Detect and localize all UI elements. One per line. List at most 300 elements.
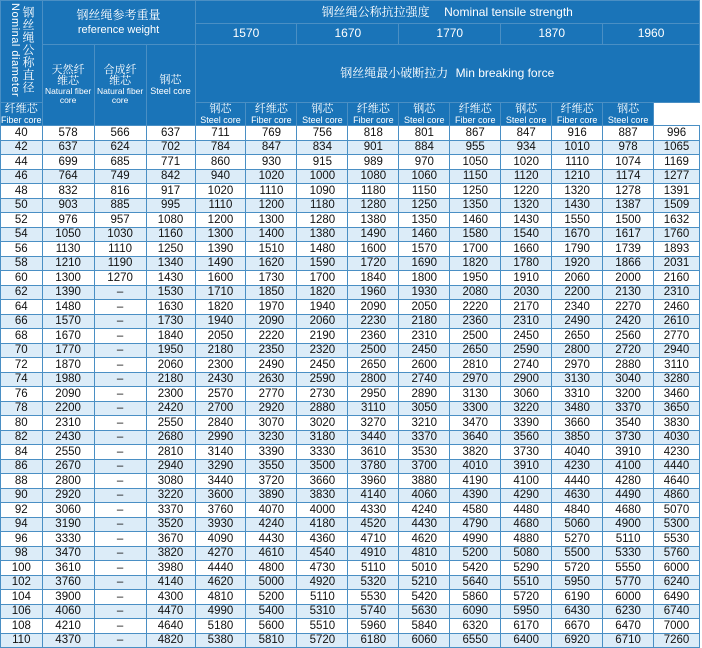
tensile-strength-zh: 钢丝绳公称抗拉强度 bbox=[321, 5, 430, 20]
value-cell: 5740 bbox=[348, 604, 399, 619]
value-cell: 2130 bbox=[603, 285, 654, 300]
nominal-diameter-zh: 钢丝绳公称直径 bbox=[20, 6, 35, 94]
value-cell: 6000 bbox=[603, 590, 654, 605]
value-cell: 6670 bbox=[552, 619, 603, 634]
diameter-cell: 76 bbox=[1, 387, 43, 402]
value-cell: 2880 bbox=[297, 401, 348, 416]
diameter-cell: 98 bbox=[1, 546, 43, 561]
value-cell: 5290 bbox=[501, 561, 552, 576]
value-cell: 976 bbox=[42, 213, 94, 228]
value-cell: 2630 bbox=[246, 372, 297, 387]
natural-fiber-core-zh: 天然纤维芯 bbox=[51, 64, 85, 88]
value-cell: 3500 bbox=[297, 459, 348, 474]
value-cell: 3230 bbox=[246, 430, 297, 445]
fiber-core-en: Fiber core bbox=[353, 115, 394, 126]
value-cell: 3850 bbox=[552, 430, 603, 445]
value-cell: 2060 bbox=[552, 271, 603, 286]
diameter-cell: 108 bbox=[1, 619, 43, 634]
value-cell: 4280 bbox=[603, 474, 654, 489]
value-cell: 5550 bbox=[603, 561, 654, 576]
value-cell: 1200 bbox=[195, 213, 246, 228]
value-cell: 637 bbox=[146, 126, 195, 141]
value-cell: 5320 bbox=[348, 575, 399, 590]
value-cell: 915 bbox=[297, 155, 348, 170]
value-cell: 6710 bbox=[603, 633, 654, 648]
table-row bbox=[1, 532, 700, 547]
value-cell: 901 bbox=[348, 140, 399, 155]
value-cell: 3880 bbox=[399, 474, 450, 489]
value-cell: 5110 bbox=[297, 590, 348, 605]
value-cell: 771 bbox=[146, 155, 195, 170]
steel-core-header-1870 bbox=[501, 103, 552, 126]
value-cell: 4000 bbox=[297, 503, 348, 518]
diameter-cell: 70 bbox=[1, 343, 43, 358]
value-cell: 2270 bbox=[603, 300, 654, 315]
steel-core-en: Steel core bbox=[505, 115, 547, 126]
value-cell: 1160 bbox=[146, 227, 195, 242]
value-cell: 5600 bbox=[246, 619, 297, 634]
value-cell: 2060 bbox=[297, 314, 348, 329]
value-cell: 2450 bbox=[297, 358, 348, 373]
value-cell: 1380 bbox=[297, 227, 348, 242]
steel-core-zh: 钢芯 bbox=[311, 103, 334, 116]
value-cell: 4880 bbox=[501, 532, 552, 547]
value-cell: – bbox=[94, 416, 146, 431]
value-cell: 4840 bbox=[552, 503, 603, 518]
value-cell: 1480 bbox=[42, 300, 94, 315]
value-cell: 1739 bbox=[603, 242, 654, 257]
steel-core-weight-zh: 钢芯 bbox=[159, 74, 182, 87]
value-cell: 885 bbox=[94, 198, 146, 213]
value-cell: 702 bbox=[146, 140, 195, 155]
value-cell: 4860 bbox=[654, 488, 700, 503]
value-cell: 5000 bbox=[246, 575, 297, 590]
value-cell: 2300 bbox=[146, 387, 195, 402]
value-cell: 1110 bbox=[552, 155, 603, 170]
value-cell: 1390 bbox=[195, 242, 246, 257]
table-row bbox=[1, 459, 700, 474]
value-cell: 2030 bbox=[501, 285, 552, 300]
value-cell: 957 bbox=[94, 213, 146, 228]
value-cell: 2430 bbox=[42, 430, 94, 445]
value-cell: 6470 bbox=[603, 619, 654, 634]
value-cell: 3650 bbox=[654, 401, 700, 416]
value-cell: 1500 bbox=[603, 213, 654, 228]
steel-core-header-1670 bbox=[297, 103, 348, 126]
table-row bbox=[1, 372, 700, 387]
value-cell: 842 bbox=[146, 169, 195, 184]
grade-1960: 1960 bbox=[603, 24, 700, 45]
value-cell: 3130 bbox=[450, 387, 501, 402]
nominal-diameter-header bbox=[1, 1, 43, 103]
value-cell: 2970 bbox=[450, 372, 501, 387]
value-cell: 4620 bbox=[195, 575, 246, 590]
steel-core-en: Steel core bbox=[404, 115, 445, 126]
value-cell: 2920 bbox=[246, 401, 297, 416]
value-cell: 2340 bbox=[552, 300, 603, 315]
min-breaking-force-header bbox=[195, 45, 700, 103]
value-cell: 2450 bbox=[501, 329, 552, 344]
fiber-core-en: Fiber core bbox=[1, 115, 42, 126]
value-cell: 801 bbox=[399, 126, 450, 141]
value-cell: 5200 bbox=[450, 546, 501, 561]
value-cell: 4140 bbox=[146, 575, 195, 590]
value-cell: 1074 bbox=[603, 155, 654, 170]
value-cell: 3390 bbox=[246, 445, 297, 460]
diameter-cell: 44 bbox=[1, 155, 43, 170]
value-cell: 4290 bbox=[501, 488, 552, 503]
value-cell: 3390 bbox=[501, 416, 552, 431]
value-cell: 6090 bbox=[450, 604, 501, 619]
value-cell: 3660 bbox=[552, 416, 603, 431]
value-cell: 2590 bbox=[297, 372, 348, 387]
value-cell: 711 bbox=[195, 126, 246, 141]
natural-fiber-core-header bbox=[42, 45, 94, 126]
value-cell: 2940 bbox=[146, 459, 195, 474]
value-cell: 2680 bbox=[146, 430, 195, 445]
value-cell: 916 bbox=[552, 126, 603, 141]
value-cell: 5810 bbox=[246, 633, 297, 648]
value-cell: 2650 bbox=[348, 358, 399, 373]
value-cell: 1700 bbox=[297, 271, 348, 286]
diameter-cell: 86 bbox=[1, 459, 43, 474]
value-cell: 3910 bbox=[603, 445, 654, 460]
value-cell: 5110 bbox=[603, 532, 654, 547]
value-cell: 1190 bbox=[94, 256, 146, 271]
diameter-cell: 100 bbox=[1, 561, 43, 576]
value-cell: 3290 bbox=[195, 459, 246, 474]
nominal-diameter-en: Nominal diameter bbox=[8, 3, 21, 98]
table-row bbox=[1, 358, 700, 373]
value-cell: 1277 bbox=[654, 169, 700, 184]
value-cell: 5060 bbox=[552, 517, 603, 532]
steel-core-en: Steel core bbox=[200, 115, 241, 126]
value-cell: 1000 bbox=[297, 169, 348, 184]
value-cell: – bbox=[94, 474, 146, 489]
fiber-core-header-1870 bbox=[450, 103, 501, 126]
value-cell: 3670 bbox=[146, 532, 195, 547]
value-cell: 996 bbox=[654, 126, 700, 141]
value-cell: 1430 bbox=[501, 213, 552, 228]
diameter-cell: 94 bbox=[1, 517, 43, 532]
value-cell: 3930 bbox=[195, 517, 246, 532]
value-cell: 2740 bbox=[501, 358, 552, 373]
grade-1670: 1670 bbox=[297, 24, 399, 45]
synthetic-fiber-core-en: Natural fiber core bbox=[96, 86, 144, 106]
value-cell: 578 bbox=[42, 126, 94, 141]
fiber-core-zh: 纤维芯 bbox=[356, 103, 390, 116]
value-cell: 2090 bbox=[42, 387, 94, 402]
value-cell: 4440 bbox=[654, 459, 700, 474]
value-cell: 3720 bbox=[246, 474, 297, 489]
value-cell: 1150 bbox=[450, 169, 501, 184]
value-cell: 1090 bbox=[297, 184, 348, 199]
value-cell: 1570 bbox=[42, 314, 94, 329]
grade-1870: 1870 bbox=[501, 24, 603, 45]
value-cell: 3820 bbox=[450, 445, 501, 460]
value-cell: 1870 bbox=[42, 358, 94, 373]
value-cell: 6430 bbox=[552, 604, 603, 619]
value-cell: 5330 bbox=[603, 546, 654, 561]
value-cell: 2730 bbox=[297, 387, 348, 402]
value-cell: 4620 bbox=[399, 532, 450, 547]
fiber-core-zh: 纤维芯 bbox=[458, 103, 492, 116]
value-cell: 2590 bbox=[501, 343, 552, 358]
steel-core-header-1770 bbox=[399, 103, 450, 126]
value-cell: 6240 bbox=[654, 575, 700, 590]
value-cell: 1820 bbox=[195, 300, 246, 315]
value-cell: 5640 bbox=[450, 575, 501, 590]
diameter-cell: 96 bbox=[1, 532, 43, 547]
value-cell: 3760 bbox=[195, 503, 246, 518]
steel-core-zh: 钢芯 bbox=[413, 103, 436, 116]
value-cell: 637 bbox=[42, 140, 94, 155]
value-cell: 3280 bbox=[654, 372, 700, 387]
value-cell: 2800 bbox=[552, 343, 603, 358]
value-cell: 1590 bbox=[297, 256, 348, 271]
value-cell: 3330 bbox=[42, 532, 94, 547]
value-cell: 2550 bbox=[146, 416, 195, 431]
tensile-strength-header bbox=[195, 1, 700, 24]
value-cell: 2180 bbox=[399, 314, 450, 329]
value-cell: 1169 bbox=[654, 155, 700, 170]
value-cell: 3470 bbox=[42, 546, 94, 561]
value-cell: 4640 bbox=[146, 619, 195, 634]
value-cell: 3020 bbox=[297, 416, 348, 431]
value-cell: 2300 bbox=[195, 358, 246, 373]
value-cell: 3530 bbox=[399, 445, 450, 460]
value-cell: – bbox=[94, 488, 146, 503]
steel-core-en: Steel core bbox=[302, 115, 343, 126]
value-cell: 3700 bbox=[399, 459, 450, 474]
value-cell: 5080 bbox=[501, 546, 552, 561]
value-cell: 1280 bbox=[297, 213, 348, 228]
value-cell: 756 bbox=[297, 126, 348, 141]
diameter-cell: 82 bbox=[1, 430, 43, 445]
value-cell: 4140 bbox=[348, 488, 399, 503]
table-row bbox=[1, 242, 700, 257]
fiber-core-header-1770 bbox=[348, 103, 399, 126]
value-cell: 4540 bbox=[297, 546, 348, 561]
value-cell: 1270 bbox=[94, 271, 146, 286]
value-cell: – bbox=[94, 517, 146, 532]
value-cell: 5510 bbox=[297, 619, 348, 634]
value-cell: 1820 bbox=[450, 256, 501, 271]
value-cell: – bbox=[94, 372, 146, 387]
value-cell: 5960 bbox=[348, 619, 399, 634]
value-cell: 3480 bbox=[552, 401, 603, 416]
table-row bbox=[1, 575, 700, 590]
value-cell: 4270 bbox=[195, 546, 246, 561]
value-cell: 2610 bbox=[654, 314, 700, 329]
value-cell: 6740 bbox=[654, 604, 700, 619]
value-cell: 1387 bbox=[603, 198, 654, 213]
value-cell: 4010 bbox=[450, 459, 501, 474]
fiber-core-en: Fiber core bbox=[251, 115, 292, 126]
value-cell: 4710 bbox=[348, 532, 399, 547]
value-cell: 2200 bbox=[552, 285, 603, 300]
value-cell: 4900 bbox=[603, 517, 654, 532]
value-cell: 1130 bbox=[42, 242, 94, 257]
value-cell: 1490 bbox=[195, 256, 246, 271]
value-cell: 3890 bbox=[246, 488, 297, 503]
value-cell: 5010 bbox=[399, 561, 450, 576]
value-cell: 1380 bbox=[348, 213, 399, 228]
value-cell: 3600 bbox=[195, 488, 246, 503]
value-cell: 1250 bbox=[146, 242, 195, 257]
value-cell: 3550 bbox=[246, 459, 297, 474]
value-cell: 3830 bbox=[654, 416, 700, 431]
value-cell: 3540 bbox=[603, 416, 654, 431]
value-cell: 1710 bbox=[195, 285, 246, 300]
table-row bbox=[1, 604, 700, 619]
value-cell: – bbox=[94, 619, 146, 634]
value-cell: 3820 bbox=[146, 546, 195, 561]
value-cell: 1200 bbox=[246, 198, 297, 213]
value-cell: 6190 bbox=[552, 590, 603, 605]
value-cell: 1180 bbox=[297, 198, 348, 213]
value-cell: 1050 bbox=[42, 227, 94, 242]
value-cell: 2200 bbox=[42, 401, 94, 416]
value-cell: 2000 bbox=[603, 271, 654, 286]
value-cell: 978 bbox=[603, 140, 654, 155]
value-cell: 1210 bbox=[552, 169, 603, 184]
value-cell: 847 bbox=[246, 140, 297, 155]
value-cell: 6170 bbox=[501, 619, 552, 634]
table-row bbox=[1, 198, 700, 213]
value-cell: 1065 bbox=[654, 140, 700, 155]
value-cell: 1720 bbox=[348, 256, 399, 271]
value-cell: 2460 bbox=[654, 300, 700, 315]
value-cell: 4060 bbox=[42, 604, 94, 619]
value-cell: 4360 bbox=[297, 532, 348, 547]
value-cell: 5180 bbox=[195, 619, 246, 634]
value-cell: 5420 bbox=[450, 561, 501, 576]
value-cell: 1980 bbox=[42, 372, 94, 387]
value-cell: 3460 bbox=[654, 387, 700, 402]
value-cell: 1391 bbox=[654, 184, 700, 199]
value-cell: 3440 bbox=[195, 474, 246, 489]
table-row bbox=[1, 503, 700, 518]
table-row bbox=[1, 155, 700, 170]
diameter-cell: 62 bbox=[1, 285, 43, 300]
value-cell: – bbox=[94, 401, 146, 416]
value-cell: 1080 bbox=[348, 169, 399, 184]
natural-fiber-core-en: Natural fiber core bbox=[44, 86, 92, 106]
value-cell: 2500 bbox=[450, 329, 501, 344]
value-cell: 4610 bbox=[246, 546, 297, 561]
value-cell: 5070 bbox=[654, 503, 700, 518]
value-cell: 1670 bbox=[42, 329, 94, 344]
value-cell: 3300 bbox=[450, 401, 501, 416]
value-cell: 1300 bbox=[246, 213, 297, 228]
diameter-cell: 92 bbox=[1, 503, 43, 518]
value-cell: 930 bbox=[246, 155, 297, 170]
value-cell: 1600 bbox=[195, 271, 246, 286]
value-cell: 4520 bbox=[348, 517, 399, 532]
value-cell: 2490 bbox=[246, 358, 297, 373]
value-cell: 4580 bbox=[450, 503, 501, 518]
value-cell: 3640 bbox=[450, 430, 501, 445]
value-cell: 1850 bbox=[246, 285, 297, 300]
value-cell: – bbox=[94, 604, 146, 619]
table-row bbox=[1, 619, 700, 634]
value-cell: 1910 bbox=[501, 271, 552, 286]
value-cell: 2050 bbox=[399, 300, 450, 315]
value-cell: 1670 bbox=[552, 227, 603, 242]
diameter-cell: 80 bbox=[1, 416, 43, 431]
value-cell: 2920 bbox=[42, 488, 94, 503]
value-cell: – bbox=[94, 358, 146, 373]
tensile-strength-en: Nominal tensile strength bbox=[444, 5, 573, 20]
value-cell: 5380 bbox=[195, 633, 246, 648]
value-cell: 4330 bbox=[348, 503, 399, 518]
value-cell: 4100 bbox=[603, 459, 654, 474]
value-cell: 1530 bbox=[146, 285, 195, 300]
value-cell: 5760 bbox=[654, 546, 700, 561]
value-cell: – bbox=[94, 285, 146, 300]
value-cell: 1550 bbox=[552, 213, 603, 228]
value-cell: 995 bbox=[146, 198, 195, 213]
value-cell: 4430 bbox=[246, 532, 297, 547]
value-cell: 3080 bbox=[146, 474, 195, 489]
value-cell: 3470 bbox=[450, 416, 501, 431]
diameter-cell: 84 bbox=[1, 445, 43, 460]
value-cell: 4480 bbox=[501, 503, 552, 518]
value-cell: 2190 bbox=[297, 329, 348, 344]
table-row bbox=[1, 300, 700, 315]
value-cell: 1950 bbox=[146, 343, 195, 358]
value-cell: 1580 bbox=[450, 227, 501, 242]
value-cell: 1893 bbox=[654, 242, 700, 257]
value-cell: 5720 bbox=[552, 561, 603, 576]
value-cell: 1350 bbox=[399, 213, 450, 228]
value-cell: 3610 bbox=[348, 445, 399, 460]
diameter-cell: 74 bbox=[1, 372, 43, 387]
value-cell: 4070 bbox=[246, 503, 297, 518]
value-cell: 1390 bbox=[42, 285, 94, 300]
value-cell: 955 bbox=[450, 140, 501, 155]
value-cell: 1300 bbox=[42, 271, 94, 286]
value-cell: 5300 bbox=[654, 517, 700, 532]
value-cell: 5840 bbox=[399, 619, 450, 634]
diameter-cell: 78 bbox=[1, 401, 43, 416]
value-cell: 1220 bbox=[501, 184, 552, 199]
value-cell: – bbox=[94, 633, 146, 648]
diameter-cell: 58 bbox=[1, 256, 43, 271]
value-cell: 1820 bbox=[297, 285, 348, 300]
value-cell: 1250 bbox=[399, 198, 450, 213]
value-cell: 3780 bbox=[348, 459, 399, 474]
value-cell: 1300 bbox=[195, 227, 246, 242]
value-cell: 1790 bbox=[552, 242, 603, 257]
value-cell: 1480 bbox=[297, 242, 348, 257]
value-cell: 2170 bbox=[501, 300, 552, 315]
value-cell: 6000 bbox=[654, 561, 700, 576]
value-cell: 6550 bbox=[450, 633, 501, 648]
value-cell: 1620 bbox=[246, 256, 297, 271]
value-cell: 2430 bbox=[195, 372, 246, 387]
value-cell: 2950 bbox=[348, 387, 399, 402]
diameter-cell: 48 bbox=[1, 184, 43, 199]
value-cell: 2090 bbox=[348, 300, 399, 315]
value-cell: 5200 bbox=[246, 590, 297, 605]
value-cell: 6920 bbox=[552, 633, 603, 648]
value-cell: 2160 bbox=[654, 271, 700, 286]
value-cell: 1940 bbox=[297, 300, 348, 315]
value-cell: 3520 bbox=[146, 517, 195, 532]
value-cell: 4440 bbox=[195, 561, 246, 576]
